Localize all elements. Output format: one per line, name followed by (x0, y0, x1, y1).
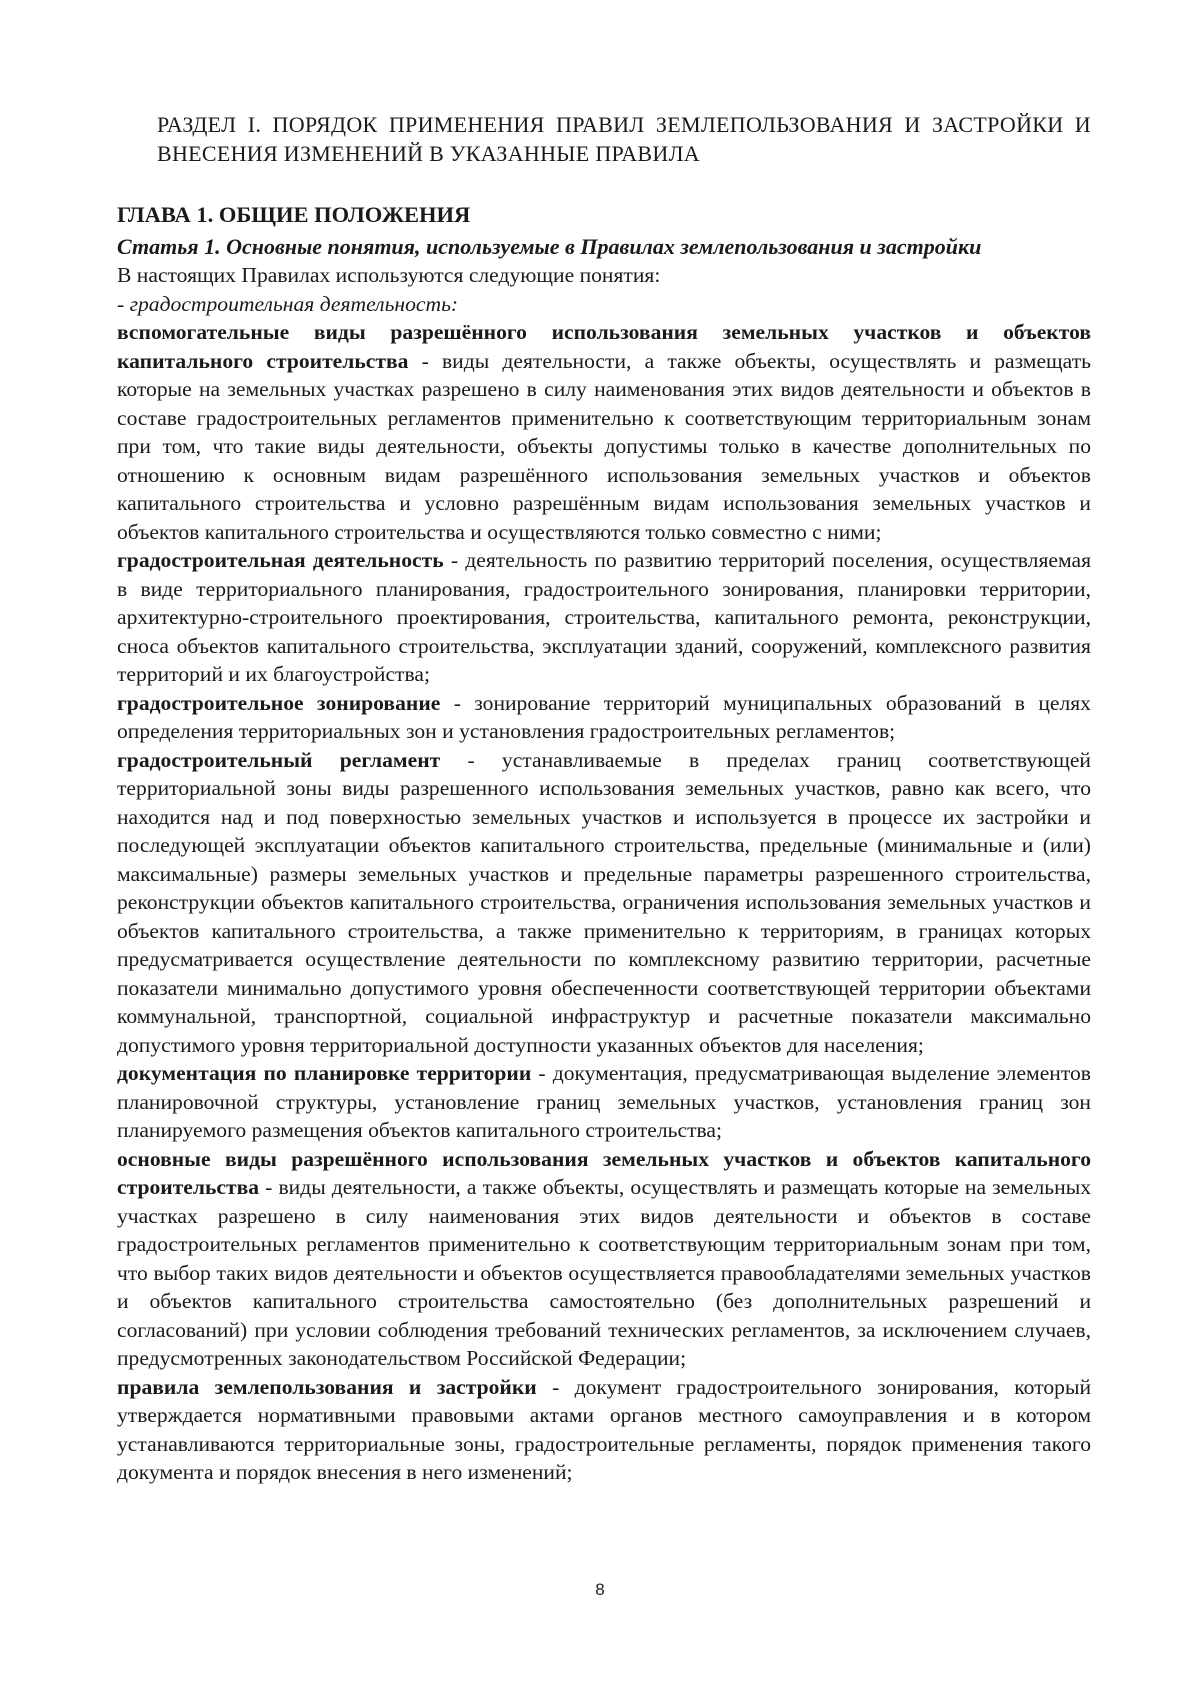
term-text: - виды деятельности, а также объекты, осуществлять и размещать которые на земельных участках разрешено в силу наименования этих видов деятельности и объектов в составе градостроительных регламентов применительно к соответствующим территориальным зонам при том, что выбор таких видов деятельности и объектов осуществляется правообладателями земельных участков и объектов капитального строительства самостоятельно (без дополнительных разрешений и согласований) при условии соблюдения требований технических регламентов, за исключением случаев, предусмотренных законодательством Российской Федерации; (117, 1175, 1091, 1370)
term-name: градостроительное зонирование (117, 690, 441, 715)
document-page (117, 110, 1091, 1487)
term-name: градостроительный регламент (117, 747, 441, 772)
intro-text: В настоящих Правилах используются следующие понятия: (117, 263, 661, 287)
term-name: вспомогательные виды разрешённого использования земельных участков и объектов капитального строительства (117, 320, 1091, 373)
term-name: градостроительная деятельность (117, 548, 444, 572)
term-name: документация по планировке территории (117, 1061, 532, 1085)
term-text: - документация, предусматривающая выделение элементов планировочной структуры, установление границ земельных участков, установления границ зон планируемого размещения объектов капитального строительства; (117, 1061, 1091, 1142)
term-definition (117, 546, 1091, 689)
term-text: - документ градостроительного зонирования, который утверждается нормативными правовыми актами органов местного самоуправления и в котором устанавливаются территориальные зоны, градостроительные регламенты, порядок применения такого документа и порядок внесения в него изменений; (117, 1374, 1092, 1484)
term-definition (117, 1145, 1091, 1373)
term-text: - деятельность по развитию территорий поселения, осуществляемая в виде территориального планирования, градостроительного зонирования, планировки территории, архитектурно-строительного проектирования, строительства, капитального ремонта, реконструкции, сноса объектов капитального строительства, эксплуатации зданий, сооружений, комплексного развития территорий и их благоустройства; (117, 548, 1091, 686)
term-text: - устанавливаемые в пределах границ соответствующей территориальной зоны виды разрешенного использования земельных участков, равно как всего, что находится над и под поверхностью земельных участков и используется в процессе их застройки и последующей эксплуатации объектов капитального строительства, предельные (минимальные и (или) максимальные) размеры земельных участков и предельные параметры разрешенного строительства, реконструкции объектов капитального строительства, ограничения использования земельных участков и объектов капитального строительства, а также применительно к территориям, в границах которых предусматривается осуществление деятельности по комплексному развитию территории, расчетные показатели минимально допустимого уровня обеспеченности соответствующей территории объектами коммунальной, транспортной, социальной инфраструктур и расчетные показатели максимально допустимого уровня территориальной доступности указанных объектов для населения; (117, 747, 1091, 1057)
term-name: основные виды разрешённого использования земельных участков и объектов капитального строительства (117, 1146, 1091, 1199)
term-name: правила землепользования и застройки (117, 1374, 537, 1399)
term-definition (117, 1373, 1091, 1487)
article-title: Статья 1. Основные понятия, используемые в Правилах землепользования и застройки (117, 234, 982, 259)
term-text: - зонирование территорий муниципальных образований в целях определения территориальных зон и установления градостроительных регламентов; (117, 690, 1091, 743)
term-definition (117, 746, 1091, 1060)
section-title: РАЗДЕЛ I. ПОРЯДОК ПРИМЕНЕНИЯ ПРАВИЛ ЗЕМЛЕПОЛЬЗОВАНИЯ И ЗАСТРОЙКИ И ВНЕСЕНИЯ ИЗМЕНЕНИЙ В УКАЗАННЫЕ ПРАВИЛА (157, 112, 1091, 166)
page-number: 8 (595, 1580, 605, 1599)
term-definition (117, 689, 1091, 746)
intro-italic-text: - градостроительная деятельность: (117, 291, 459, 316)
term-text: - виды деятельности, а также объекты, осуществлять и размещать которые на земельных участках разрешено в силу наименования этих видов деятельности и объектов в составе градостроительных регламентов применительно к соответствующим территориальным зонам при том, что такие виды деятельности, объекты допустимы только в качестве дополнительных по отношению к основным видам разрешённого использования земельных участков и объектов капитального строительства и условно разрешённым видам использования земельных участков и объектов капитального строительства и осуществляются только совместно с ними; (117, 348, 1091, 544)
term-definition (117, 1059, 1091, 1145)
chapter-title: ГЛАВА 1. ОБЩИЕ ПОЛОЖЕНИЯ (117, 202, 471, 227)
term-definition (117, 318, 1091, 546)
